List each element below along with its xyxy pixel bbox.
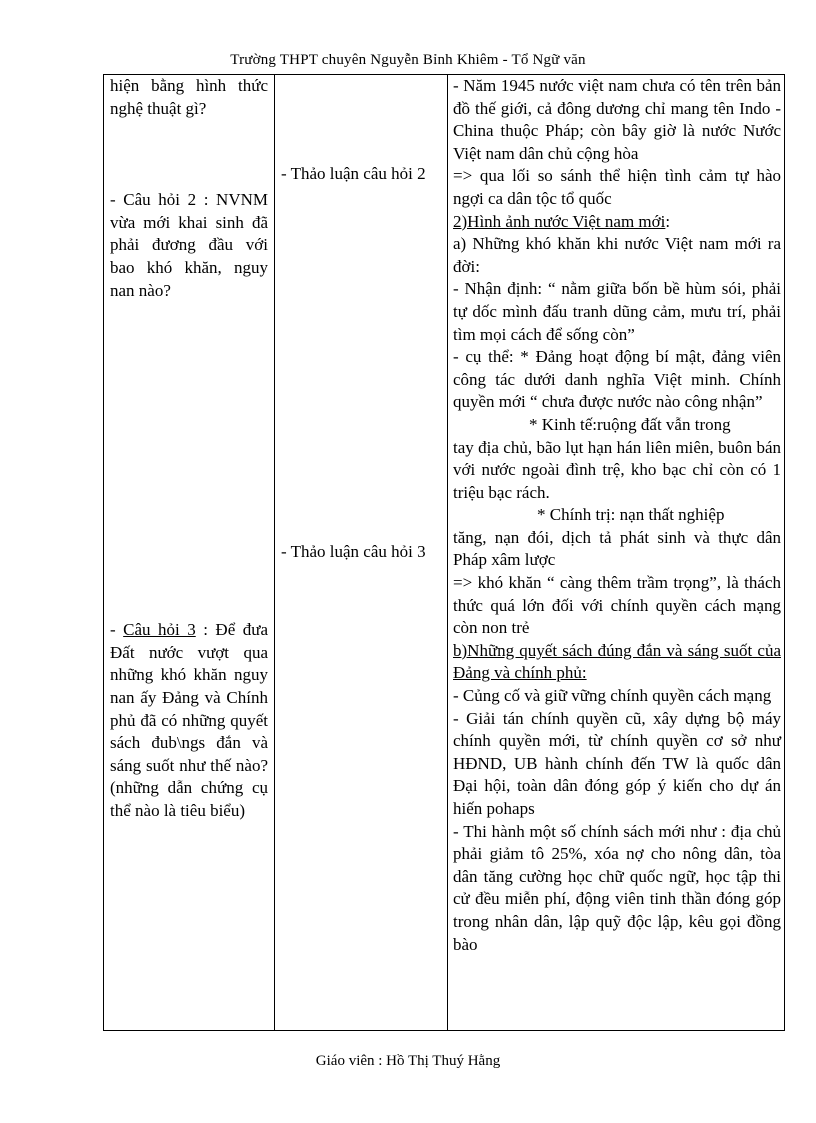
question-3-label: Câu hỏi 3 — [123, 620, 196, 640]
page-footer: Giáo viên : Hồ Thị Thuý Hằng — [315, 1053, 501, 1069]
question-3 — [110, 619, 268, 822]
table-row — [104, 75, 785, 1031]
section-a-heading: a) Những khó khăn khi nước Việt nam mới ra đời: — [453, 234, 781, 276]
questions-column — [104, 75, 275, 1031]
section-2-colon: : — [665, 211, 671, 231]
section-b-heading: b)Những quyết sách đúng đắn và sáng suốt của Đảng và chính phủ: — [453, 640, 781, 683]
content-kho-khan: => khó khăn “ càng thêm trầm trọng”, là thách thức quá lớn đối với chính quyền cách mạng còn non trẻ — [453, 573, 781, 638]
content-b2: - Giải tán chính quyền cũ, xây dựng bộ máy chính quyền mới, từ chính quyền cơ sở như HĐND, UB hành chính đến TW là quốc dân Đại hội, toàn dân đóng góp ý kiến cho dự án hiến pohaps — [453, 708, 781, 818]
lesson-table — [103, 74, 785, 1031]
question-3-prefix: - — [110, 620, 124, 640]
activity-2: - Thảo luận câu hỏi 2 — [281, 164, 426, 183]
content-p2: => qua lối so sánh thể hiện tình cảm tự hào ngợi ca dân tộc tổ quốc — [453, 166, 781, 208]
content-chinh-tri-head: * Chính trị: nạn thất nghiệp — [537, 505, 725, 525]
question-2: - Câu hỏi 2 : NVNM vừa mới khai sinh đã phải đương đầu với bao khó khăn, nguy nan nào? — [110, 190, 268, 300]
activities-column — [275, 75, 448, 1031]
content-b3: - Thi hành một số chính sách mới như : địa chủ phải giảm tô 25%, xóa nợ cho nông dân, tòa dân tăng cường học chữ quốc ngữ, học tập thi cử đều miễn phí, động viên tinh thần đóng góp trong nhân dân, lập quỹ độc lập, kêu gọi đồng bào — [453, 821, 781, 954]
content-b1: - Củng cố và giữ vững chính quyền cách mạng — [453, 686, 772, 706]
content-kinh-te: tay địa chủ, bão lụt hạn hán liên miên, buôn bán với nước ngoài đình trệ, kho bạc chỉ còn có 1 triệu bạc rách. — [453, 437, 781, 502]
content-kinh-te-head: * Kinh tế:ruộng đất vẫn trong — [529, 414, 731, 434]
content-cu-the: - cụ thể: * Đảng hoạt động bí mật, đảng viên công tác dưới danh nghĩa Việt minh. Chính quyền mới “ chưa được nước nào công nhận” — [453, 347, 781, 412]
activity-3: - Thảo luận câu hỏi 3 — [281, 541, 426, 561]
page-header: Trường THPT chuyên Nguyễn Bỉnh Khiêm - Tổ Ngữ văn — [230, 52, 586, 68]
content-chinh-tri: tăng, nạn đói, dịch tả phát sinh và thực dân Pháp xâm lược — [453, 527, 781, 570]
content-column — [448, 75, 785, 1031]
section-2-title: 2)Hình ảnh nước Việt nam mới — [453, 211, 666, 231]
content-nhan-dinh: - Nhận định: “ nằm giữa bốn bề hùm sói, phải tự dốc mình đấu tranh dũng cảm, mưu trí, phải tìm mọi cách để sống còn” — [453, 279, 781, 344]
section-2-heading — [453, 211, 781, 234]
content-p1: - Năm 1945 nước việt nam chưa có tên trên bản đồ thế giới, cả đông dương chỉ mang tên Indo - China thuộc Pháp; còn bây giờ là nước Nước Việt nam dân chủ cộng hòa — [453, 76, 781, 163]
question-3-body: : Để đưa Đất nước vượt qua những khó khăn nguy nan ấy Đảng và Chính phủ đã có những quyết sách đub\ngs đắn và sáng suốt như thế nào?(những dẫn chứng cụ thể nào là tiêu biểu) — [110, 620, 268, 820]
question-1-tail: hiện bằng hình thức nghệ thuật gì? — [110, 76, 268, 118]
